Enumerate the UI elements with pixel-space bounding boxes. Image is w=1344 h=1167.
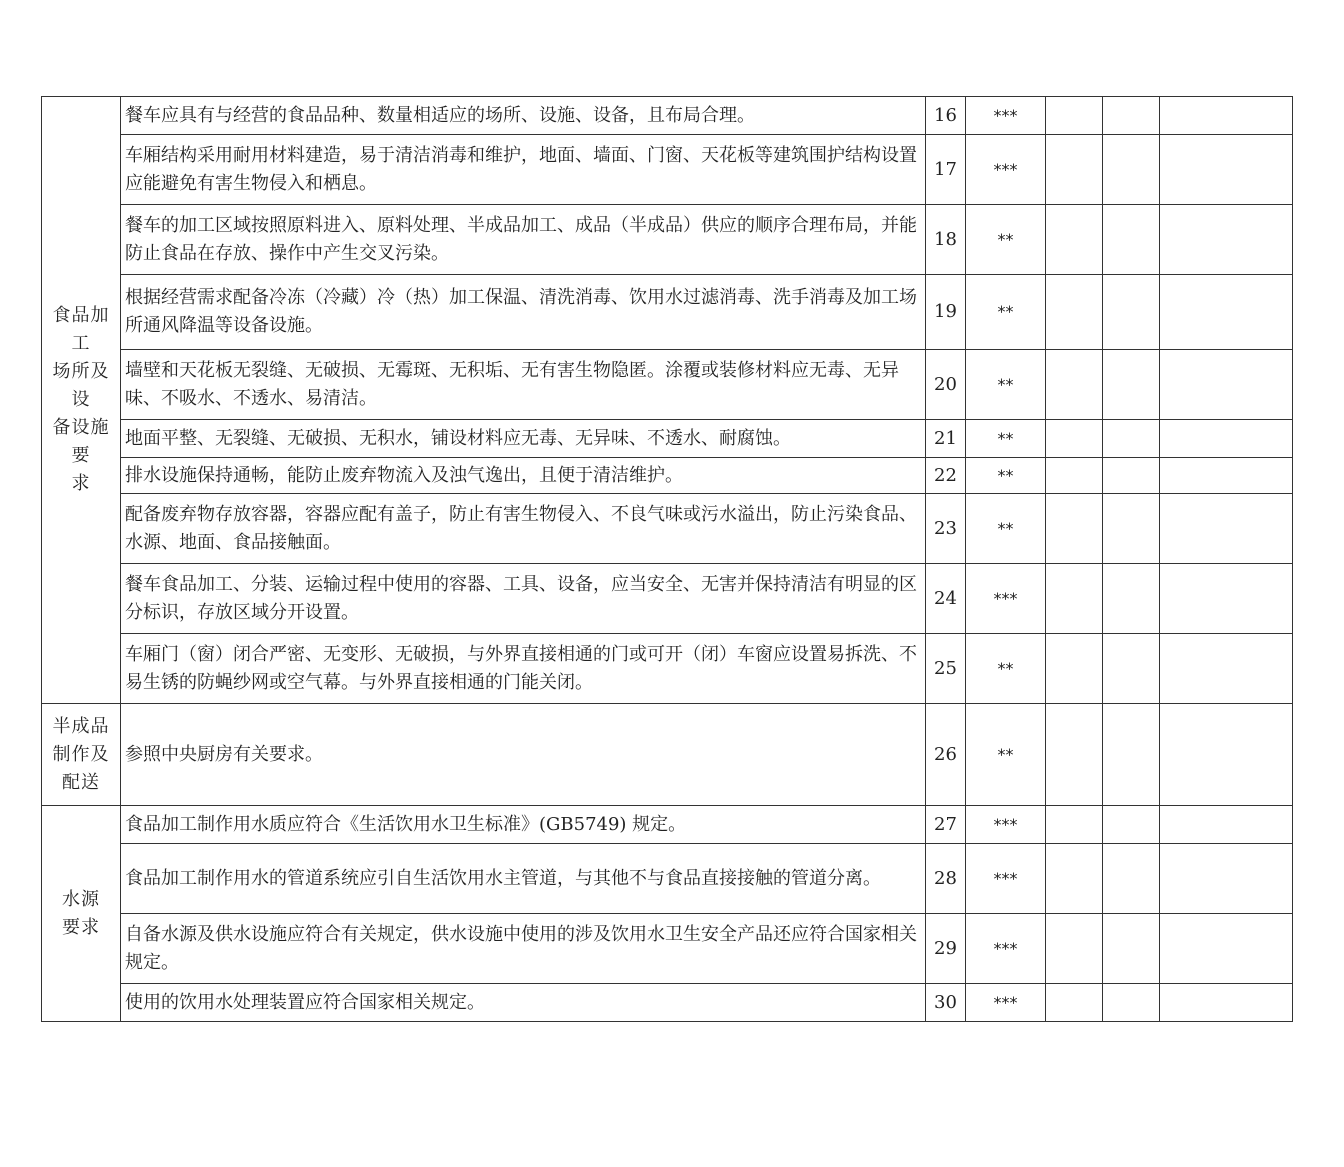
check-cell-1 (1046, 97, 1103, 135)
table-row (42, 564, 1293, 634)
checklist-body (42, 97, 1293, 1022)
remarks-cell (1160, 634, 1293, 704)
remarks-cell (1160, 420, 1293, 458)
requirement-cell: 食品加工制作用水的管道系统应引自生活饮用水主管道，与其他不与食品直接接触的管道分离。 (121, 844, 926, 914)
requirement-cell: 车厢结构采用耐用材料建造，易于清洁消毒和维护，地面、墙面、门窗、天花板等建筑围护结构设置应能避免有害生物侵入和栖息。 (121, 135, 926, 205)
check-cell-2 (1103, 984, 1160, 1022)
requirement-cell: 自备水源及供水设施应符合有关规定，供水设施中使用的涉及饮用水卫生安全产品还应符合国家相关规定。 (121, 914, 926, 984)
remarks-cell (1160, 984, 1293, 1022)
table-row (42, 97, 1293, 135)
item-number-cell: 27 (926, 806, 966, 844)
table-row (42, 135, 1293, 205)
importance-level-cell: ** (966, 458, 1046, 494)
category-label: 半成品 制作及 配送 (52, 715, 110, 793)
item-number-cell: 18 (926, 205, 966, 275)
table-row (42, 420, 1293, 458)
item-number-cell: 26 (926, 704, 966, 806)
requirement-cell: 餐车的加工区域按照原料进入、原料处理、半成品加工、成品（半成品）供应的顺序合理布局，并能防止食品在存放、操作中产生交叉污染。 (121, 205, 926, 275)
check-cell-1 (1046, 704, 1103, 806)
table-row (42, 806, 1293, 844)
remarks-cell (1160, 350, 1293, 420)
importance-level-cell: *** (966, 914, 1046, 984)
table-row (42, 275, 1293, 350)
table-row (42, 844, 1293, 914)
requirement-cell: 使用的饮用水处理装置应符合国家相关规定。 (121, 984, 926, 1022)
check-cell-1 (1046, 844, 1103, 914)
check-cell-2 (1103, 458, 1160, 494)
requirement-cell: 墙壁和天花板无裂缝、无破损、无霉斑、无积垢、无有害生物隐匿。涂覆或装修材料应无毒、无异味、不吸水、不透水、易清洁。 (121, 350, 926, 420)
check-cell-2 (1103, 704, 1160, 806)
category-label: 食品加工 场所及设 备设施要 求 (52, 305, 110, 494)
item-number-cell: 28 (926, 844, 966, 914)
table-row (42, 350, 1293, 420)
importance-level-cell: ** (966, 704, 1046, 806)
table-row (42, 494, 1293, 564)
check-cell-2 (1103, 634, 1160, 704)
table-row (42, 704, 1293, 806)
table-row (42, 984, 1293, 1022)
importance-level-cell: ** (966, 350, 1046, 420)
requirement-cell: 根据经营需求配备冷冻（冷藏）冷（热）加工保温、清洗消毒、饮用水过滤消毒、洗手消毒及加工场所通风降温等设备设施。 (121, 275, 926, 350)
item-number-cell: 24 (926, 564, 966, 634)
requirement-cell: 排水设施保持通畅，能防止废弃物流入及浊气逸出，且便于清洁维护。 (121, 458, 926, 494)
check-cell-1 (1046, 458, 1103, 494)
item-number-cell: 19 (926, 275, 966, 350)
check-cell-1 (1046, 564, 1103, 634)
importance-level-cell: ** (966, 275, 1046, 350)
category-cell (42, 97, 121, 704)
remarks-cell (1160, 205, 1293, 275)
item-number-cell: 30 (926, 984, 966, 1022)
check-cell-2 (1103, 564, 1160, 634)
importance-level-cell: ** (966, 634, 1046, 704)
check-cell-2 (1103, 494, 1160, 564)
check-cell-2 (1103, 806, 1160, 844)
importance-level-cell: *** (966, 984, 1046, 1022)
remarks-cell (1160, 844, 1293, 914)
remarks-cell (1160, 275, 1293, 350)
item-number-cell: 22 (926, 458, 966, 494)
remarks-cell (1160, 564, 1293, 634)
check-cell-1 (1046, 275, 1103, 350)
importance-level-cell: *** (966, 844, 1046, 914)
remarks-cell (1160, 494, 1293, 564)
remarks-cell (1160, 704, 1293, 806)
importance-level-cell: *** (966, 135, 1046, 205)
requirement-cell: 参照中央厨房有关要求。 (121, 704, 926, 806)
check-cell-2 (1103, 135, 1160, 205)
requirement-cell: 地面平整、无裂缝、无破损、无积水，铺设材料应无毒、无异味、不透水、耐腐蚀。 (121, 420, 926, 458)
item-number-cell: 16 (926, 97, 966, 135)
table-row (42, 458, 1293, 494)
check-cell-2 (1103, 205, 1160, 275)
remarks-cell (1160, 458, 1293, 494)
check-cell-1 (1046, 350, 1103, 420)
requirement-cell: 食品加工制作用水质应符合《生活饮用水卫生标准》(GB5749) 规定。 (121, 806, 926, 844)
remarks-cell (1160, 806, 1293, 844)
check-cell-1 (1046, 806, 1103, 844)
category-cell (42, 806, 121, 1022)
item-number-cell: 25 (926, 634, 966, 704)
table-row (42, 634, 1293, 704)
check-cell-2 (1103, 914, 1160, 984)
requirement-cell: 餐车应具有与经营的食品品种、数量相适应的场所、设施、设备，且布局合理。 (121, 97, 926, 135)
requirement-cell: 车厢门（窗）闭合严密、无变形、无破损，与外界直接相通的门或可开（闭）车窗应设置易拆洗、不易生锈的防蝇纱网或空气幕。与外界直接相通的门能关闭。 (121, 634, 926, 704)
inspection-checklist-table (41, 96, 1293, 1022)
check-cell-1 (1046, 420, 1103, 458)
requirement-cell: 配备废弃物存放容器，容器应配有盖子，防止有害生物侵入、不良气味或污水溢出，防止污染食品、水源、地面、食品接触面。 (121, 494, 926, 564)
importance-level-cell: *** (966, 806, 1046, 844)
remarks-cell (1160, 914, 1293, 984)
requirement-cell: 餐车食品加工、分装、运输过程中使用的容器、工具、设备，应当安全、无害并保持清洁有明显的区分标识，存放区域分开设置。 (121, 564, 926, 634)
importance-level-cell: *** (966, 97, 1046, 135)
item-number-cell: 17 (926, 135, 966, 205)
table-row (42, 205, 1293, 275)
remarks-cell (1160, 97, 1293, 135)
check-cell-2 (1103, 420, 1160, 458)
importance-level-cell: ** (966, 494, 1046, 564)
item-number-cell: 21 (926, 420, 966, 458)
check-cell-1 (1046, 205, 1103, 275)
check-cell-1 (1046, 494, 1103, 564)
check-cell-2 (1103, 844, 1160, 914)
importance-level-cell: ** (966, 205, 1046, 275)
check-cell-1 (1046, 914, 1103, 984)
item-number-cell: 29 (926, 914, 966, 984)
check-cell-2 (1103, 97, 1160, 135)
table-row (42, 914, 1293, 984)
category-cell (42, 704, 121, 806)
importance-level-cell: *** (966, 564, 1046, 634)
check-cell-1 (1046, 135, 1103, 205)
item-number-cell: 23 (926, 494, 966, 564)
remarks-cell (1160, 135, 1293, 205)
check-cell-1 (1046, 984, 1103, 1022)
item-number-cell: 20 (926, 350, 966, 420)
check-cell-2 (1103, 350, 1160, 420)
importance-level-cell: ** (966, 420, 1046, 458)
check-cell-2 (1103, 275, 1160, 350)
category-label: 水源 要求 (62, 888, 100, 938)
check-cell-1 (1046, 634, 1103, 704)
